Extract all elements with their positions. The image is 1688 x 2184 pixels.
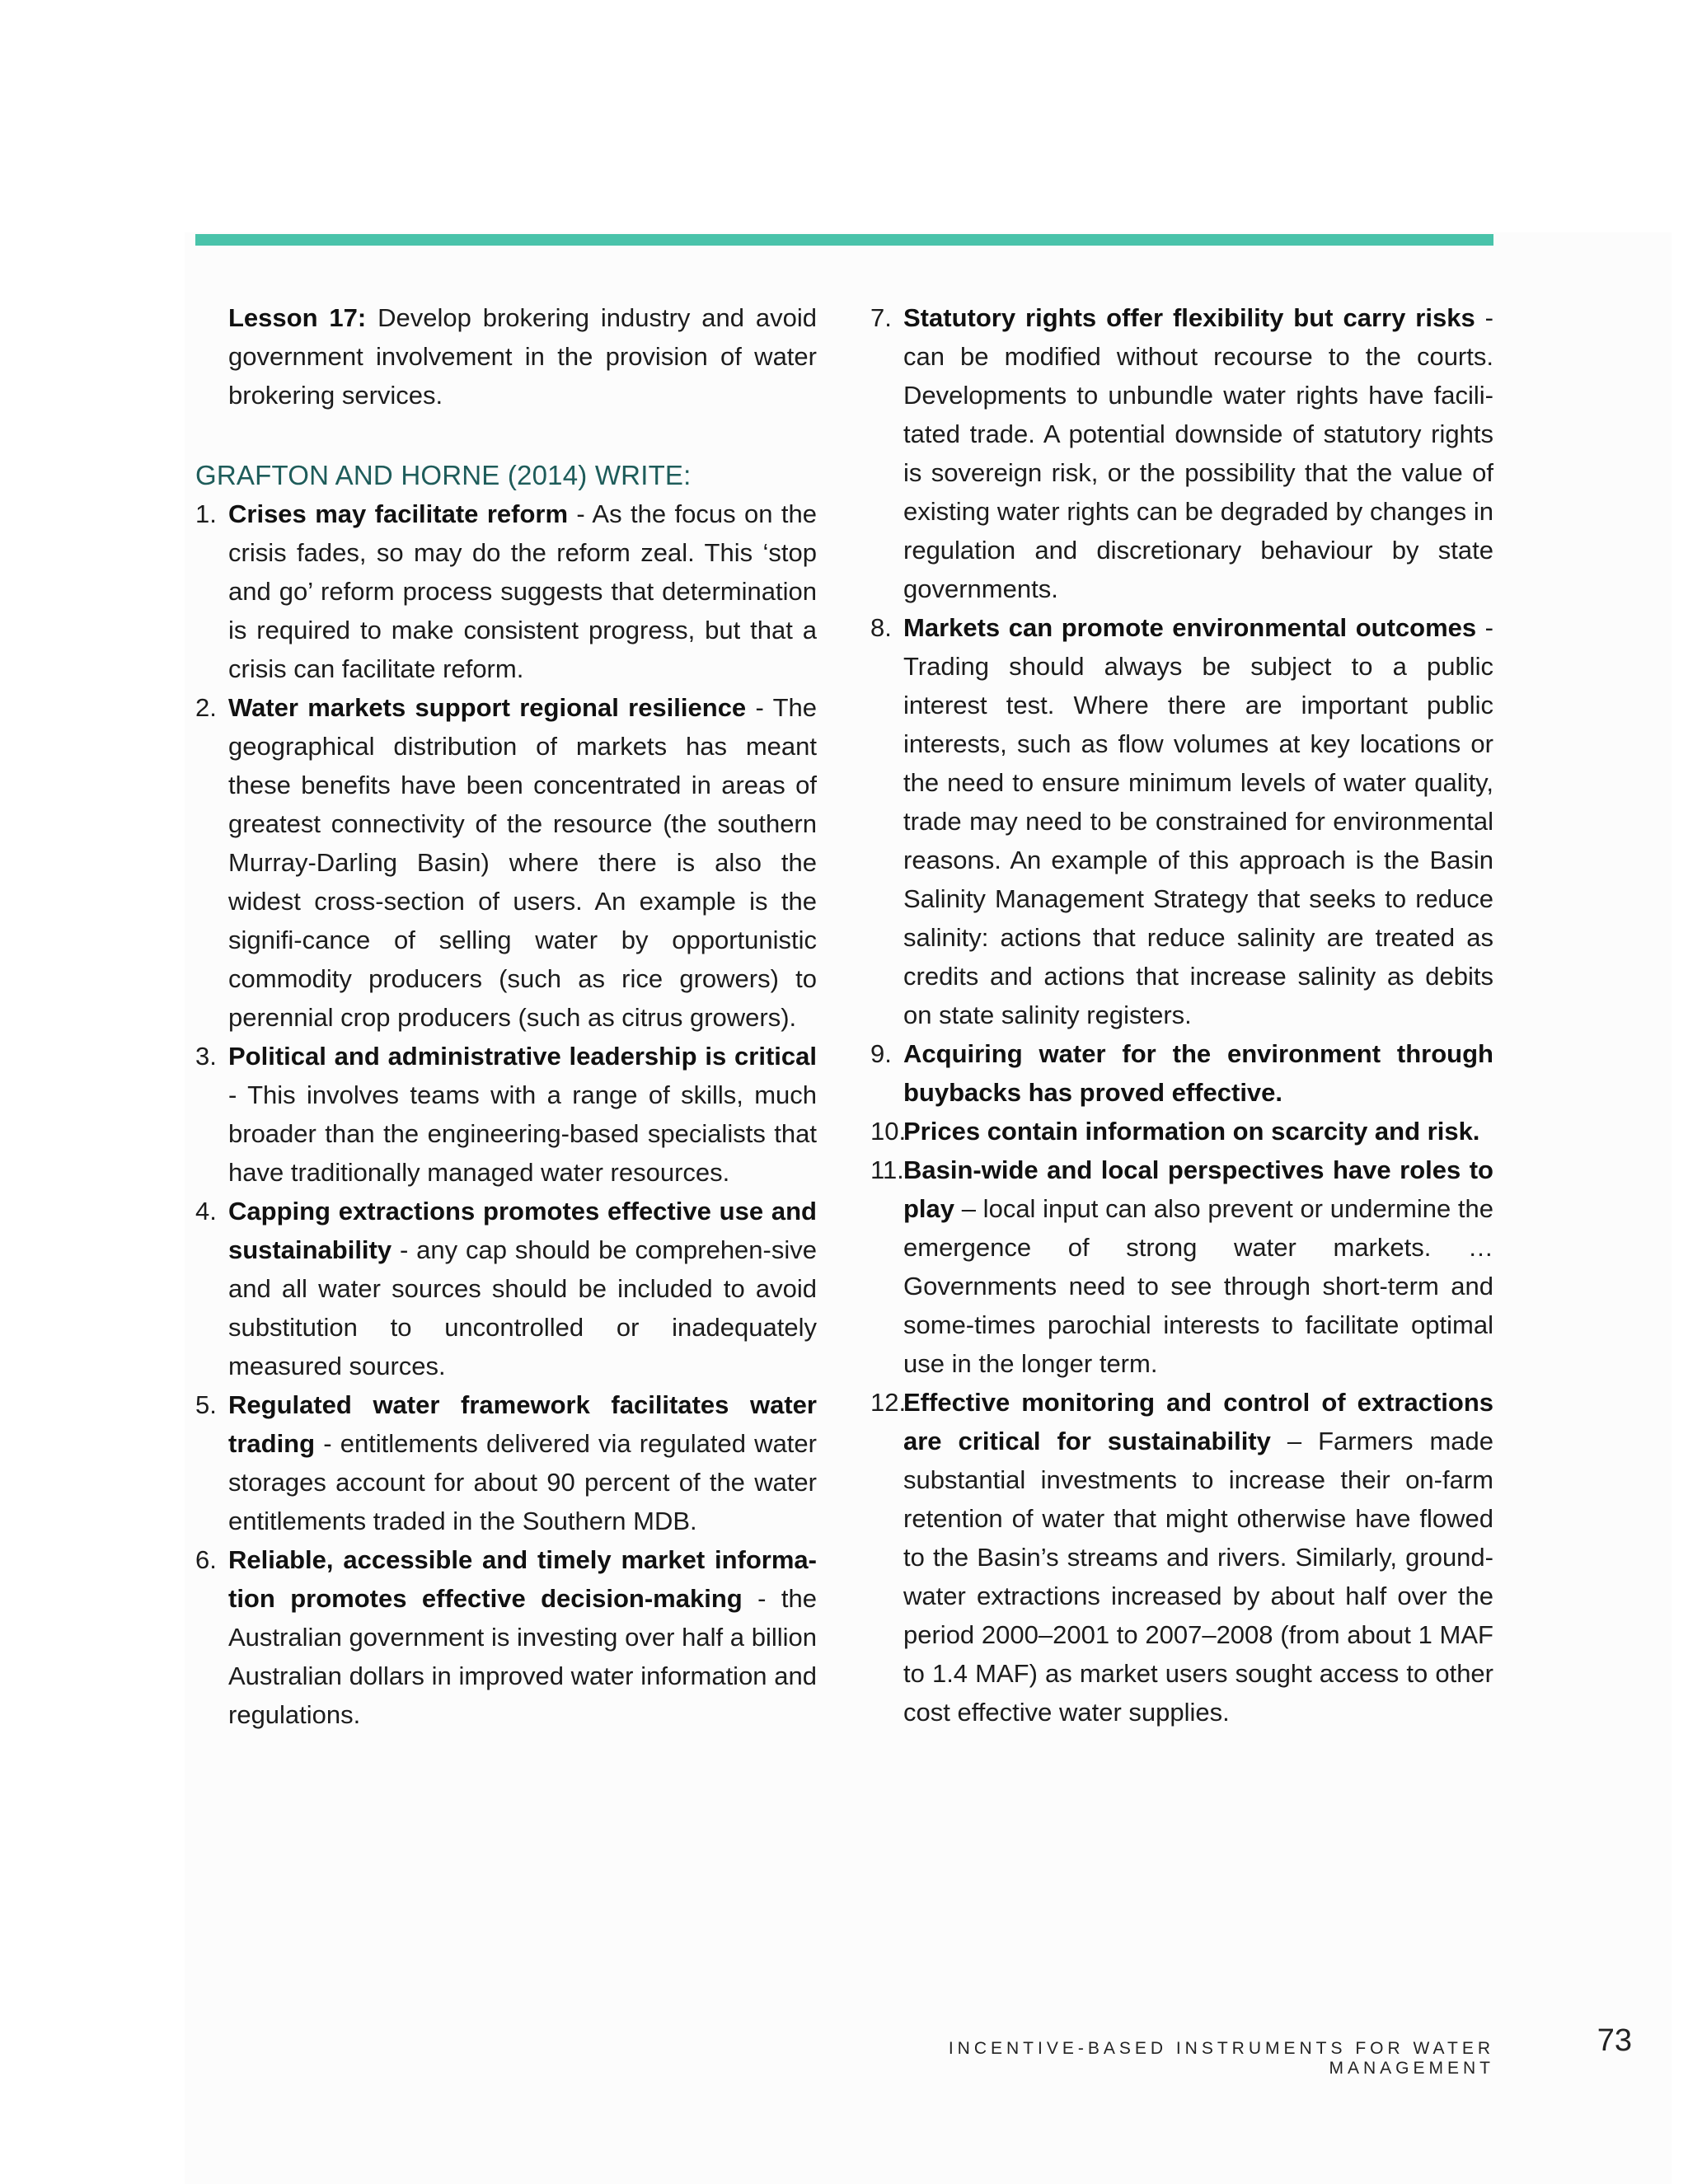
item-title: Political and administrative leadership is critical [228,1042,817,1071]
list-item [195,1037,817,1192]
item-number: 8. [870,613,892,642]
page-number: 73 [1597,2023,1632,2058]
section-heading: GRAFTON AND HORNE (2014) WRITE: [195,460,692,490]
item-text: - any cap should be comprehen-sive and all water sources should be included to avoid substitution to uncontrolled or inadequately measured sources. [228,1235,817,1380]
list-left [195,494,817,1734]
item-number: 5. [195,1390,217,1419]
item-text: - entitlements delivered via regulated water storages account for about 90 percent of the water entitlements traded in the Southern MDB. [228,1429,817,1535]
item-number: 11. [870,1155,904,1184]
item-number: 1. [195,499,217,528]
item-text: – local input can also prevent or undermine the emergence of strong water markets. … Governments need to see through short-term and some-times parochial interests to facilitate optimal use in the longer term. [903,1194,1493,1378]
list-item [870,298,1493,608]
item-title: Statutory rights offer flexibility but carry risks [903,303,1475,332]
list-item [870,608,1493,1034]
item-number: 4. [195,1197,217,1226]
item-number: 2. [195,693,217,722]
item-text: - can be modified without recourse to the courts. Developments to unbundle water rights have facili-tated trade. A potential downside of statutory rights is sovereign risk, or the possibility that the value of existing water rights can be degraded by changes in regulation and discretionary behaviour by state governments. [903,303,1493,603]
item-title: Water markets support regional resilience [228,693,747,722]
list-item [195,1385,817,1540]
list-item [870,1151,1493,1383]
item-title: Effective monitoring and control of extractions are critical for sustainability [903,1388,1493,1455]
item-number: 3. [195,1042,217,1071]
running-footer-title: INCENTIVE-BASED INSTRUMENTS FOR WATER MANAGEMENT [948,2039,1494,2078]
right-column [870,298,1493,1732]
item-number: 9. [870,1039,892,1068]
item-title: Regulated water framework facilitates water trading [228,1390,817,1458]
item-text: - The geographical distribution of markets has meant these benefits have been concentrated in areas of greatest connectivity of the resource (the southern Murray-Darling Basin) where there is also the widest cross-section of users. An example is the signifi-cance of selling water by opportunistic commodity producers (such as rice growers) to perennial crop producers (such as citrus growers). [228,693,817,1032]
item-title: Acquiring water for the environment through buybacks has proved effective. [903,1039,1493,1107]
lesson-text: Develop brokering industry and avoid government involvement in the provision of water brokering services. [228,303,817,410]
list-item [195,688,817,1037]
item-number: 7. [870,303,892,332]
item-text: - As the focus on the crisis fades, so may do the reform zeal. This ‘stop and go’ reform process suggests that determination is required to make consistent progress, but that a crisis can facilitate reform. [228,499,817,683]
list-right [870,298,1493,1732]
lesson-label: Lesson 17: [228,303,367,332]
left-column [195,298,817,1734]
lesson-17 [195,298,817,415]
list-item [195,1192,817,1385]
list-item [870,1383,1493,1732]
item-title: Prices contain information on scarcity and risk. [903,1117,1480,1146]
accent-bar [195,234,1493,246]
list-item [195,1540,817,1734]
item-title: Reliable, accessible and timely market informa-tion promotes effective decision-making [228,1545,817,1613]
list-item [195,494,817,688]
item-text: - Trading should always be subject to a public interest test. Where there are important public interests, such as flow volumes at key locations or the need to ensure minimum levels of water quality, trade may need to be constrained for environmental reasons. An example of this approach is the Basin Salinity Management Strategy that seeks to reduce salinity: actions that reduce salinity are treated as credits and actions that increase salinity as debits on state salinity registers. [903,613,1494,1029]
item-title: Basin-wide and local perspectives have roles to play [903,1155,1493,1223]
list-item [870,1034,1493,1112]
item-title: Crises may facilitate reform [228,499,569,528]
item-title: Capping extractions promotes effective use and sustainability [228,1197,817,1264]
item-title: Markets can promote environmental outcomes [903,613,1477,642]
item-number: 6. [195,1545,217,1574]
item-number: 10. [870,1117,907,1146]
item-text: - This involves teams with a range of skills, much broader than the engineering-based specialists that have traditionally managed water resources. [228,1080,817,1187]
list-item [870,1112,1493,1151]
item-text: – Farmers made substantial investments to increase their on-farm retention of water that might otherwise have flowed to the Basin’s streams and rivers. Similarly, ground-water extractions increased by about half over the period 2000–2001 to 2007–2008 (from about 1 MAF to 1.4 MAF) as market users sought access to other cost effective water supplies. [903,1427,1493,1727]
item-text: - the Australian government is investing over half a billion Australian dollars in improved water information and regulations. [228,1584,817,1729]
item-number: 12. [870,1388,907,1417]
